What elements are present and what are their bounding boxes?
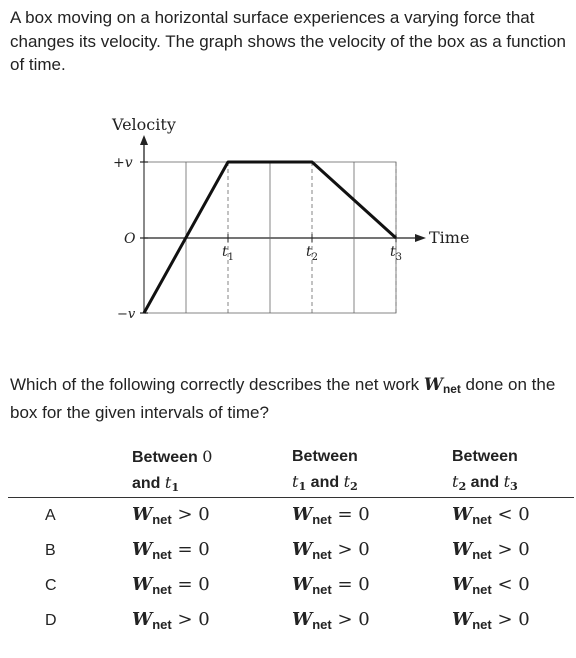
intro-text: A box moving on a horizontal surface experiences a varying force that changes its velocity. The graph shows the velocity of the box as a function of time. bbox=[10, 8, 566, 74]
header-col-1-and: and bbox=[132, 475, 165, 492]
header-col-2-and: and bbox=[306, 474, 344, 491]
work-subscript: net bbox=[152, 547, 172, 562]
option-a-cell-3 bbox=[452, 504, 530, 527]
option-a-relation-2: = 0 bbox=[337, 504, 370, 525]
header-col-1-zero: 0 bbox=[202, 447, 213, 466]
t2-subscript: 2 bbox=[311, 252, 319, 263]
option-d-cell-3 bbox=[452, 609, 530, 632]
header-col-1 bbox=[132, 444, 212, 500]
t1-symbol: t bbox=[222, 244, 228, 260]
header-col-2-line-2 bbox=[292, 469, 358, 499]
option-b-cell-1 bbox=[132, 539, 210, 562]
option-b-relation-1: = 0 bbox=[177, 539, 210, 560]
option-a-relation-3: < 0 bbox=[497, 504, 530, 525]
option-d-cell-1 bbox=[132, 609, 210, 632]
work-subscript: net bbox=[472, 547, 492, 562]
y-axis-arrowhead bbox=[140, 135, 148, 145]
tick-label-origin: O bbox=[124, 231, 136, 247]
option-b-relation-2: > 0 bbox=[337, 539, 370, 560]
option-d-relation-3: > 0 bbox=[497, 609, 530, 630]
work-subscript: net bbox=[152, 512, 172, 527]
option-letter-b: B bbox=[45, 542, 56, 559]
work-subscript: net bbox=[312, 512, 332, 527]
option-d-relation-1: > 0 bbox=[177, 609, 210, 630]
tick-label-minus-v: −v bbox=[117, 307, 136, 322]
option-c-cell-3 bbox=[452, 574, 530, 597]
header-col-3-t2-sub: 3 bbox=[510, 478, 518, 493]
option-letter-d: D bbox=[45, 612, 57, 629]
x-axis-label: Time bbox=[429, 228, 470, 247]
header-col-3-t1: t bbox=[452, 472, 459, 491]
option-c-cell-1 bbox=[132, 574, 210, 597]
t1-subscript: 1 bbox=[227, 252, 235, 263]
work-symbol: W bbox=[292, 539, 313, 560]
header-col-1-line-2 bbox=[132, 470, 212, 500]
work-subscript: net bbox=[472, 617, 492, 632]
work-subscript: net bbox=[472, 582, 492, 597]
header-col-1-t: t bbox=[164, 473, 172, 492]
question-before: Which of the following correctly describes the net work bbox=[10, 375, 424, 394]
question-after: done on the box for the given intervals of time? bbox=[10, 375, 556, 422]
header-col-2-t2-sub: 2 bbox=[350, 478, 358, 493]
option-c-relation-2: = 0 bbox=[337, 574, 370, 595]
question-var-subscript: net bbox=[442, 381, 461, 396]
option-c-relation-1: = 0 bbox=[177, 574, 210, 595]
header-col-1-t-sub: 1 bbox=[171, 479, 180, 494]
option-a-cell-1 bbox=[132, 504, 210, 527]
t2-symbol: t bbox=[306, 244, 312, 260]
option-a-relation-1: > 0 bbox=[177, 504, 210, 525]
header-col-3 bbox=[452, 444, 518, 499]
work-subscript: net bbox=[152, 582, 172, 597]
option-letter-a: A bbox=[45, 507, 56, 524]
option-a-cell-2 bbox=[292, 504, 370, 527]
x-axis-arrowhead bbox=[415, 234, 426, 242]
header-col-2-t2: t bbox=[343, 472, 351, 491]
table-header-rule bbox=[8, 497, 574, 498]
tick-label-plus-v: +v bbox=[113, 155, 133, 171]
header-col-1-line-1 bbox=[132, 444, 212, 470]
header-col-1-between: Between bbox=[132, 449, 203, 466]
option-b-cell-3 bbox=[452, 539, 530, 562]
work-symbol: W bbox=[452, 539, 473, 560]
work-symbol: W bbox=[292, 504, 313, 525]
work-subscript: net bbox=[472, 512, 492, 527]
header-col-2-t1-sub: 1 bbox=[298, 478, 307, 493]
header-col-3-line-1: Between bbox=[452, 448, 518, 465]
option-b-cell-2 bbox=[292, 539, 370, 562]
work-symbol: W bbox=[452, 609, 473, 630]
header-col-2 bbox=[292, 444, 358, 499]
work-subscript: net bbox=[312, 617, 332, 632]
work-symbol: W bbox=[132, 539, 153, 560]
work-symbol: W bbox=[292, 609, 313, 630]
question-var-symbol: W bbox=[423, 375, 443, 395]
question-var bbox=[424, 375, 461, 395]
option-d-cell-2 bbox=[292, 609, 370, 632]
t3-symbol: t bbox=[390, 244, 396, 260]
header-col-3-line-2 bbox=[452, 469, 518, 499]
work-subscript: net bbox=[312, 582, 332, 597]
header-col-3-t1-sub: 2 bbox=[458, 478, 467, 493]
header-col-2-t1: t bbox=[292, 472, 299, 491]
y-axis-label: Velocity bbox=[112, 115, 176, 134]
question-text bbox=[10, 373, 566, 425]
t3-subscript: 3 bbox=[395, 252, 403, 263]
option-c-cell-2 bbox=[292, 574, 370, 597]
header-col-3-t2: t bbox=[503, 472, 511, 491]
work-symbol: W bbox=[132, 504, 153, 525]
work-subscript: net bbox=[312, 547, 332, 562]
work-symbol: W bbox=[292, 574, 313, 595]
option-b-relation-3: > 0 bbox=[497, 539, 530, 560]
header-col-2-line-1: Between bbox=[292, 448, 358, 465]
option-d-relation-2: > 0 bbox=[337, 609, 370, 630]
option-letter-c: C bbox=[45, 577, 57, 594]
work-symbol: W bbox=[132, 609, 153, 630]
work-symbol: W bbox=[132, 574, 153, 595]
work-symbol: W bbox=[452, 504, 473, 525]
header-col-3-and: and bbox=[466, 474, 504, 491]
option-c-relation-3: < 0 bbox=[497, 574, 530, 595]
work-subscript: net bbox=[152, 617, 172, 632]
work-symbol: W bbox=[452, 574, 473, 595]
